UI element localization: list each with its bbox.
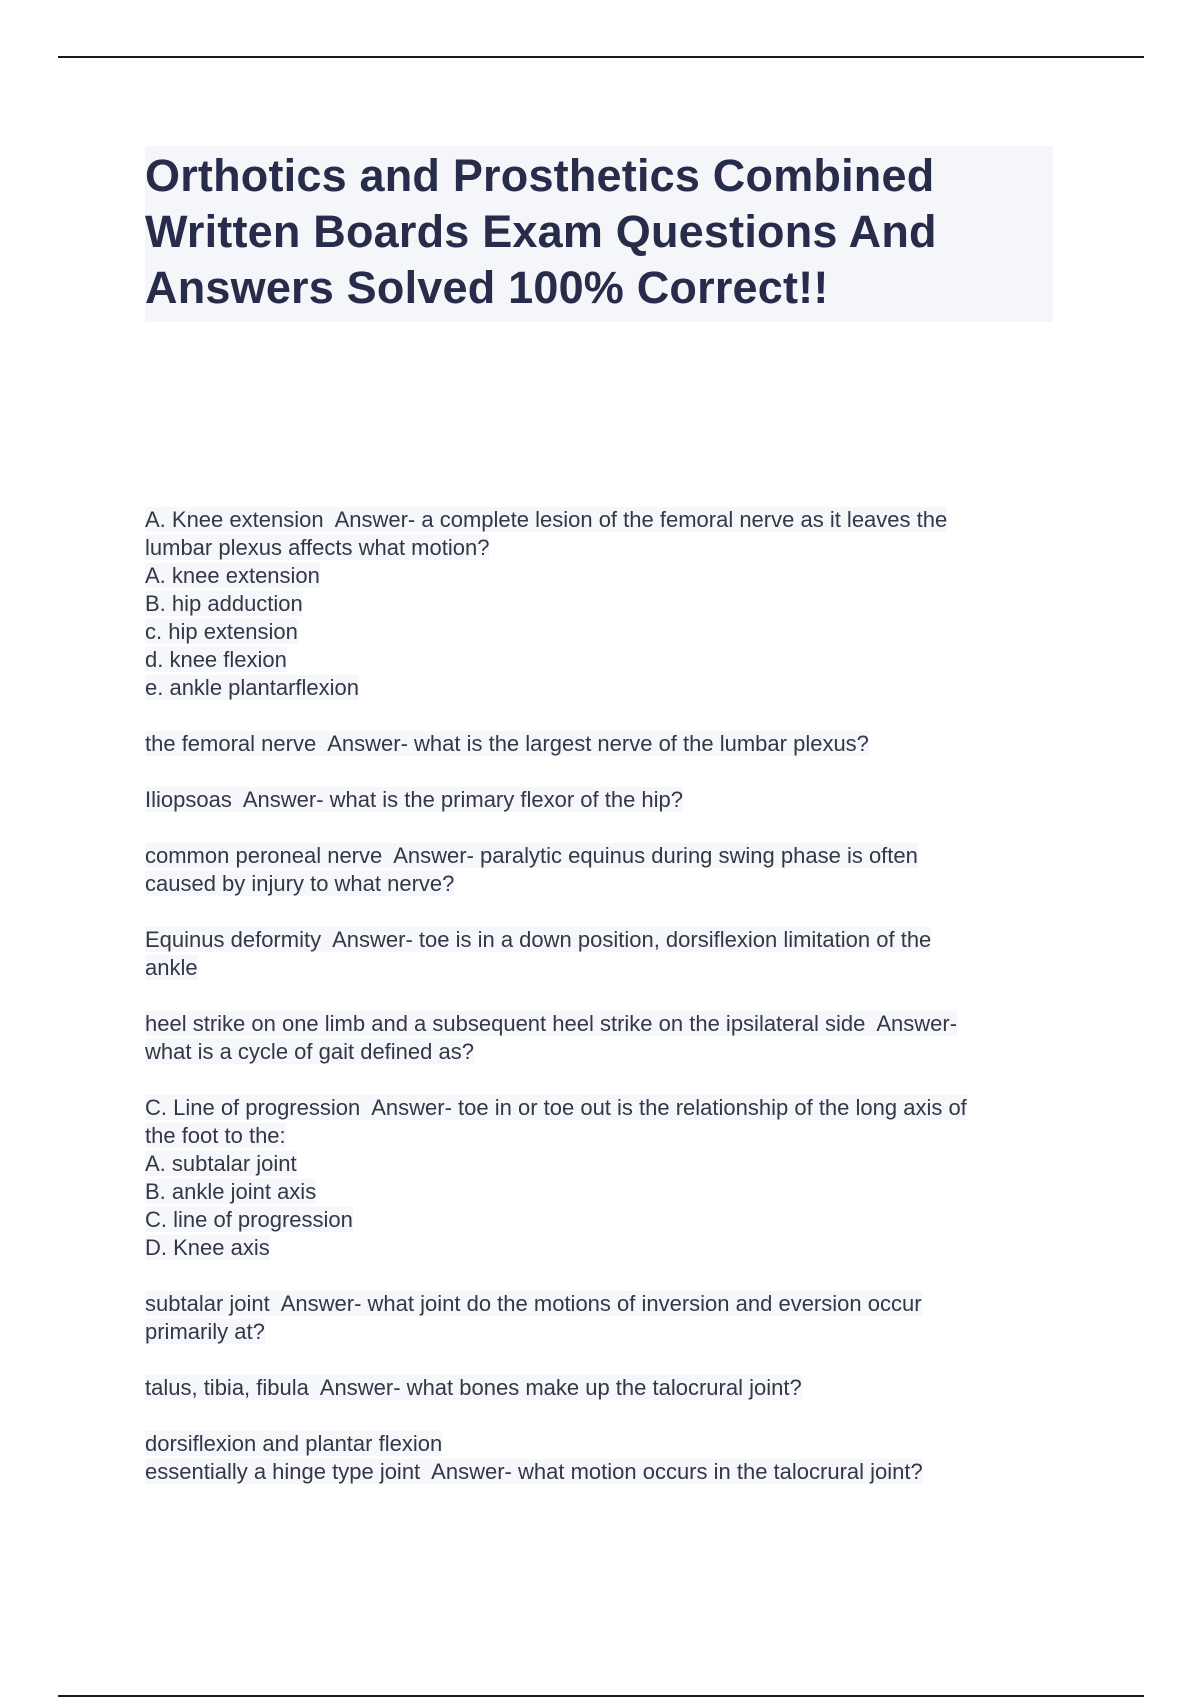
qa-line: C. Line of progression Answer- toe in or toe out is the relationship of the long axis of (145, 1095, 967, 1120)
qa-item (145, 1290, 1065, 1346)
qa-line: ankle (145, 955, 198, 980)
qa-line: A. Knee extension Answer- a complete lesion of the femoral nerve as it leaves the (145, 507, 948, 532)
qa-line: c. hip extension (145, 619, 298, 644)
qa-line: common peroneal nerve Answer- paralytic equinus during swing phase is often (145, 843, 918, 868)
qa-line: subtalar joint Answer- what joint do the motions of inversion and eversion occur (145, 1291, 922, 1316)
qa-item (145, 1374, 1065, 1402)
qa-item (145, 842, 1065, 898)
qa-item (145, 730, 1065, 758)
title-line: Written Boards Exam Questions And (145, 206, 937, 257)
qa-line: D. Knee axis (145, 1235, 270, 1260)
qa-line: what is a cycle of gait defined as? (145, 1039, 474, 1064)
qa-line: B. ankle joint axis (145, 1179, 317, 1204)
document-title-text (145, 148, 1053, 316)
qa-line: Iliopsoas Answer- what is the primary flexor of the hip? (145, 787, 684, 812)
qa-item (145, 926, 1065, 982)
title-line: Orthotics and Prosthetics Combined (145, 150, 935, 201)
qa-item (145, 506, 1065, 702)
qa-item (145, 1430, 1065, 1486)
qa-line: heel strike on one limb and a subsequent heel strike on the ipsilateral side Answer- (145, 1011, 958, 1036)
footer-rule (58, 1695, 1144, 1697)
title-line: Answers Solved 100% Correct!! (145, 262, 829, 313)
qa-line: lumbar plexus affects what motion? (145, 535, 490, 560)
qa-line: B. hip adduction (145, 591, 303, 616)
qa-line: e. ankle plantarflexion (145, 675, 360, 700)
qa-line: the foot to the: (145, 1123, 286, 1148)
qa-line: C. line of progression (145, 1207, 353, 1232)
qa-line: talus, tibia, fibula Answer- what bones make up the talocrural joint? (145, 1375, 802, 1400)
qa-line: dorsiflexion and plantar flexion (145, 1431, 443, 1456)
qa-line: A. knee extension (145, 563, 320, 588)
qa-line: d. knee flexion (145, 647, 287, 672)
qa-line: the femoral nerve Answer- what is the largest nerve of the lumbar plexus? (145, 731, 869, 756)
qa-line: primarily at? (145, 1319, 265, 1344)
qa-list (145, 506, 1065, 1514)
qa-item (145, 1094, 1065, 1262)
qa-line: essentially a hinge type joint Answer- what motion occurs in the talocrural joint? (145, 1459, 923, 1484)
qa-line: Equinus deformity Answer- toe is in a down position, dorsiflexion limitation of the (145, 927, 932, 952)
qa-item (145, 1010, 1065, 1066)
qa-item (145, 786, 1065, 814)
qa-line: caused by injury to what nerve? (145, 871, 455, 896)
document-title (145, 146, 1053, 322)
header-rule (58, 56, 1144, 58)
qa-line: A. subtalar joint (145, 1151, 297, 1176)
